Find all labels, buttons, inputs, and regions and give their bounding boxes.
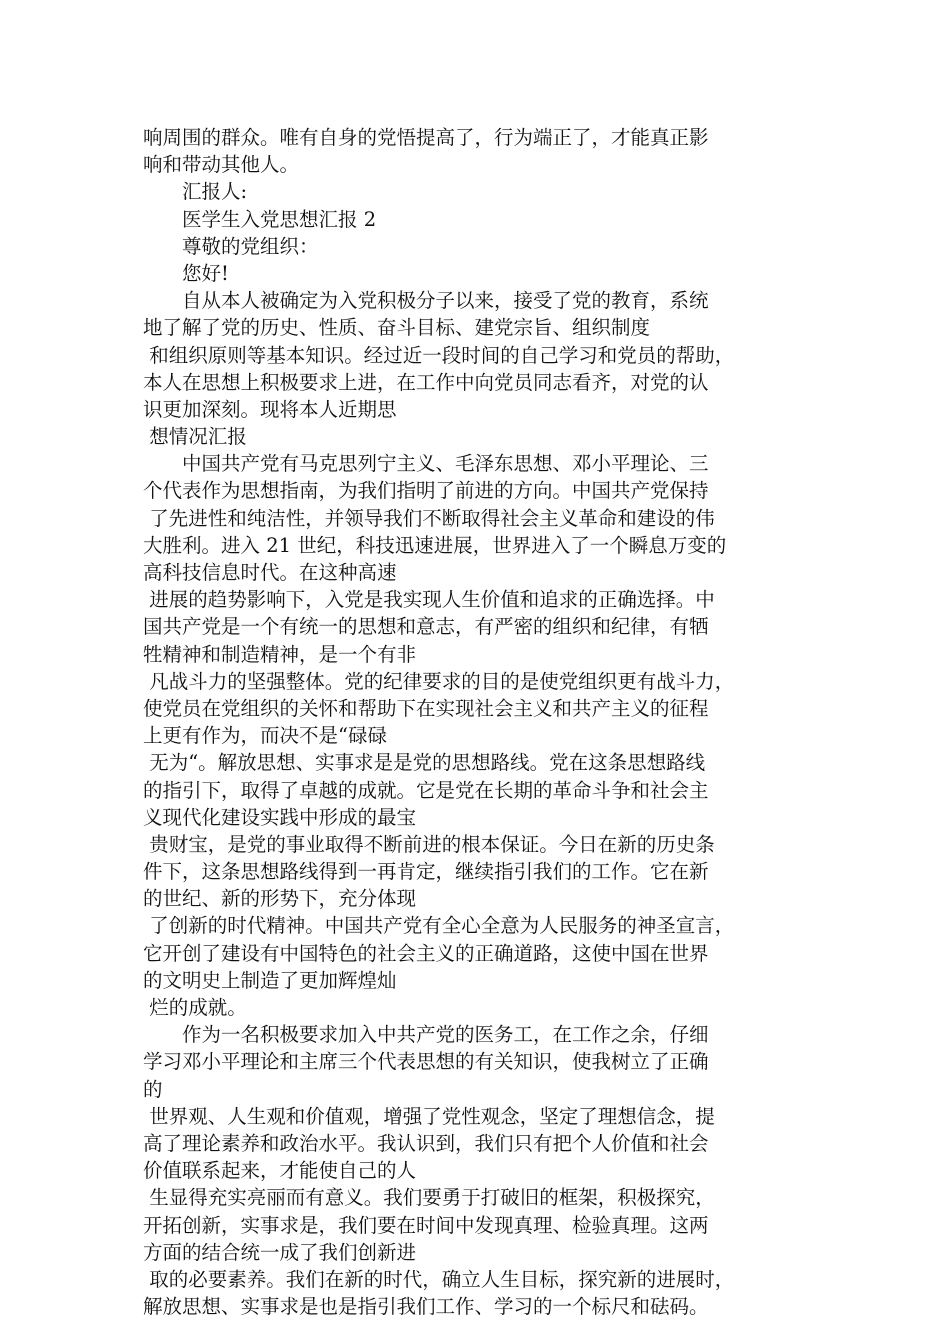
document-line: 了创新的时代精神。中国共产党有全心全意为人民服务的神圣宣言，	[143, 914, 735, 938]
document-line: 想情况汇报	[143, 425, 247, 449]
document-line: 贵财宝，是党的事业取得不断前进的根本保证。今日在新的历史条	[143, 832, 715, 856]
document-line: 它开创了建设有中国特色的社会主义的正确道路，这使中国在世界	[143, 941, 709, 965]
document-line: 国共产党是一个有统一的思想和意志，有严密的组织和纪律，有牺	[143, 615, 709, 639]
document-line: 无为“。解放思想、实事求是是党的思想路线。党在这条思想路线	[143, 751, 706, 775]
document-line: 义现代化建设实践中形成的最宝	[143, 805, 417, 829]
document-line: 识更加深刻。现将本人近期思	[143, 397, 397, 421]
document-line: 医学生入党思想汇报 2	[143, 207, 377, 231]
document-line: 尊敬的党组织：	[143, 234, 319, 258]
document-line: 牲精神和制造精神，是一个有非	[143, 642, 417, 666]
document-line: 烂的成就。	[143, 996, 247, 1019]
document-line: 进展的趋势影响下，入党是我实现人生价值和追求的正确选择。中	[143, 588, 715, 612]
document-line: 大胜利。进入 21 世纪，科技迅速进展，世界进入了一个瞬息万变的	[143, 533, 727, 557]
document-line: 生显得充实亮丽而有意义。我们要勇于打破旧的框架，积极探究，	[143, 1186, 715, 1210]
document-line: 解放思想、实事求是也是指引我们工作、学习的一个标尺和砝码。	[143, 1295, 709, 1319]
document-line: 响周围的群众。唯有自身的党悟提高了，行为端正了，才能真正影	[143, 126, 709, 149]
document-line: 您好!	[143, 261, 229, 285]
document-body-text	[143, 124, 813, 1320]
document-line: 本人在思想上积极要求上进，在工作中向党员同志看齐，对党的认	[143, 370, 709, 394]
document-line: 开拓创新，实事求是，我们要在时间中发现真理、检验真理。这两	[143, 1213, 709, 1237]
document-line: 高科技信息时代。在这种高速	[143, 561, 397, 584]
document-line: 取的必要素养。我们在新的时代，确立人生目标，探究新的进展时，	[143, 1267, 735, 1291]
document-line: 的	[143, 1077, 163, 1101]
document-line: 个代表作为思想指南，为我们指明了前进的方向。中国共产党保持	[143, 479, 709, 503]
document-line: 上更有作为，而决不是“碌碌	[143, 724, 387, 748]
document-line: 汇报人:	[143, 180, 248, 204]
document-line: 响和带动其他人。	[143, 153, 300, 177]
document-line: 地了解了党的历史、性质、奋斗目标、建党宗旨、组织制度	[143, 316, 651, 340]
document-line: 方面的结合统一成了我们创新进	[143, 1240, 417, 1264]
document-line: 学习邓小平理论和主席三个代表思想的有关知识，使我树立了正确	[143, 1050, 709, 1074]
document-line: 了先进性和纯洁性，并领导我们不断取得社会主义革命和建设的伟	[143, 506, 715, 530]
document-line: 自从本人被确定为入党积极分子以来，接受了党的教育，系统	[143, 289, 709, 313]
document-line: 高了理论素养和政治水平。我认识到，我们只有把个人价值和社会	[143, 1131, 709, 1155]
document-line: 的世纪、新的形势下，充分体现	[143, 887, 417, 911]
document-line: 凡战斗力的坚强整体。党的纪律要求的目的是使党组织更有战斗力，	[143, 669, 735, 693]
document-line: 件下，这条思想路线得到一再肯定，继续指引我们的工作。它在新	[143, 860, 709, 884]
document-line: 的指引下，取得了卓越的成就。它是党在长期的革命斗争和社会主	[143, 778, 709, 802]
document-line: 的文明史上制造了更加辉煌灿	[143, 968, 397, 992]
document-line: 作为一名积极要求加入中共产党的医务工，在工作之余，仔细	[143, 1023, 709, 1047]
document-line: 中国共产党有马克思列宁主义、毛泽东思想、邓小平理论、三	[143, 452, 709, 476]
document-line: 使党员在党组织的关怀和帮助下在实现社会主义和共产主义的征程	[143, 696, 709, 720]
document-line: 世界观、人生观和价值观，增强了党性观念，坚定了理想信念，提	[143, 1104, 715, 1128]
document-line: 和组织原则等基本知识。经过近一段时间的自己学习和党员的帮助，	[143, 343, 735, 367]
document-line: 价值联系起来，才能使自己的人	[143, 1159, 417, 1183]
